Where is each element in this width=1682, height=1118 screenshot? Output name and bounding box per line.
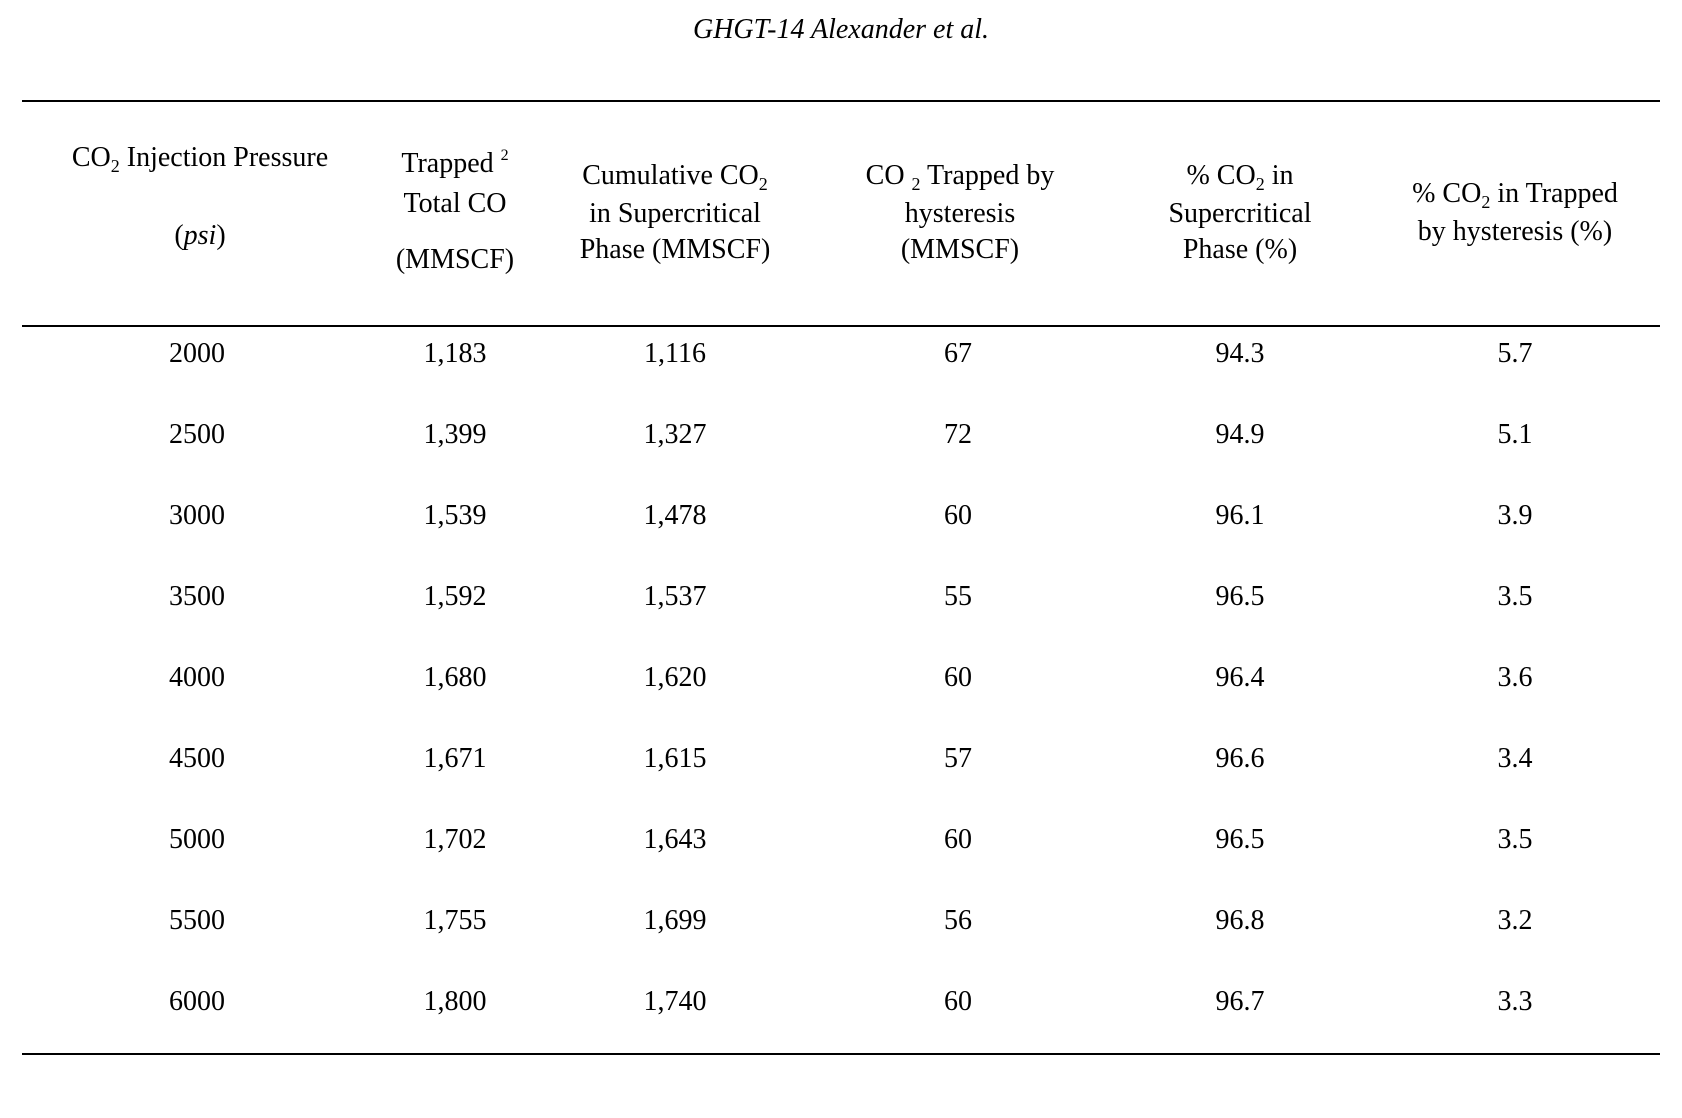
table-cell: 1,643: [643, 824, 707, 855]
table-cell: 3.3: [1497, 986, 1533, 1017]
header-text: in Supercritical: [589, 198, 761, 229]
table-cell: 3000: [169, 500, 225, 531]
table-cell: 1,671: [423, 743, 487, 774]
table-cell: 60: [944, 986, 972, 1017]
table-cell: 1,680: [423, 662, 487, 693]
table-cell: 60: [944, 824, 972, 855]
table-cell: 96.5: [1215, 581, 1265, 612]
table-cell: 5000: [169, 824, 225, 855]
table-cell: 2500: [169, 419, 225, 450]
table-cell: 1,702: [423, 824, 487, 855]
header-pct-supercritical: [1130, 158, 1350, 268]
table-cell: 67: [944, 338, 972, 369]
header-subscript: 2: [1255, 174, 1265, 194]
table-cell: 60: [944, 662, 972, 693]
table-cell: 1,539: [423, 500, 487, 531]
table-cell: 60: [944, 500, 972, 531]
header-text: Injection Pressure: [119, 142, 329, 173]
header-text: CO: [865, 160, 912, 191]
table-cell: 1,478: [643, 500, 707, 531]
table-cell: 1,183: [423, 338, 487, 369]
header-subscript: 2: [911, 174, 921, 194]
table-cell: 2000: [169, 338, 225, 369]
header-text: % CO: [1412, 178, 1482, 209]
header-superscript: 2: [500, 147, 509, 164]
table-cell: 4000: [169, 662, 225, 693]
table-cell: 3.4: [1497, 743, 1533, 774]
header-cumulative-supercritical: [560, 158, 790, 268]
header-trapped-total: [360, 146, 550, 278]
header-text: Phase (%): [1182, 234, 1298, 265]
header-pct-trapped-hysteresis: [1385, 176, 1645, 250]
table-cell: 96.7: [1215, 986, 1265, 1017]
table-cell: 5.7: [1497, 338, 1533, 369]
table-cell: 3.9: [1497, 500, 1533, 531]
running-head: GHGT-14 Alexander et al.: [692, 14, 990, 45]
header-text: (MMSCF): [900, 234, 1020, 265]
table-cell: 1,399: [423, 419, 487, 450]
table-top-rule: [22, 100, 1660, 102]
table-cell: 96.5: [1215, 824, 1265, 855]
table-bottom-rule: [22, 1053, 1660, 1055]
table-cell: 1,800: [423, 986, 487, 1017]
table-cell: 1,116: [644, 338, 706, 369]
table-cell: 1,615: [643, 743, 707, 774]
table-cell: 94.9: [1215, 419, 1265, 450]
table-cell: 5.1: [1497, 419, 1533, 450]
table-cell: 94.3: [1215, 338, 1265, 369]
table-cell: 1,592: [423, 581, 487, 612]
table-cell: 1,327: [643, 419, 707, 450]
table-cell: 1,755: [423, 905, 487, 936]
table-cell: 3.2: [1497, 905, 1533, 936]
header-text: Cumulative CO: [582, 160, 759, 191]
table-cell: 1,620: [643, 662, 707, 693]
table-cell: 57: [944, 743, 972, 774]
header-text: in Trapped: [1490, 178, 1618, 209]
header-text: Total CO: [403, 188, 507, 219]
table-cell: 4500: [169, 743, 225, 774]
header-text: Trapped: [401, 148, 494, 179]
table-cell: 3.5: [1497, 581, 1533, 612]
table-cell: 3.5: [1497, 824, 1533, 855]
table-cell: 72: [944, 419, 972, 450]
header-text: hysteresis: [904, 198, 1016, 229]
header-unit: (MMSCF): [395, 244, 515, 275]
header-trapped-hysteresis: [840, 158, 1080, 268]
header-text: Supercritical: [1168, 198, 1312, 229]
table-cell: 1,740: [643, 986, 707, 1017]
header-text: in: [1264, 160, 1294, 191]
header-subscript: 2: [110, 156, 120, 176]
header-text: CO: [71, 142, 111, 173]
header-injection-pressure: $CO_2$ Injection Pressure (psi): [71, 142, 329, 251]
table-cell: 5500: [169, 905, 225, 936]
table-cell: 1,537: [643, 581, 707, 612]
header-text: Trapped by: [920, 160, 1055, 191]
table-cell: 96.1: [1215, 500, 1265, 531]
header-subscript: 2: [1481, 192, 1491, 212]
table-cell: 56: [944, 905, 972, 936]
table-cell: 1,699: [643, 905, 707, 936]
table-cell: 3500: [169, 581, 225, 612]
header-text: by hysteresis (%): [1417, 216, 1613, 247]
header-subscript: 2: [758, 174, 768, 194]
table-cell: 96.6: [1215, 743, 1265, 774]
table-cell: 96.8: [1215, 905, 1265, 936]
table-cell: 55: [944, 581, 972, 612]
table-cell: 3.6: [1497, 662, 1533, 693]
header-text: Phase (MMSCF): [579, 234, 771, 265]
table-header-rule: [22, 325, 1660, 327]
table-cell: 6000: [169, 986, 225, 1017]
header-unit: psi: [183, 220, 217, 251]
header-text: % CO: [1186, 160, 1256, 191]
table-cell: 96.4: [1215, 662, 1265, 693]
